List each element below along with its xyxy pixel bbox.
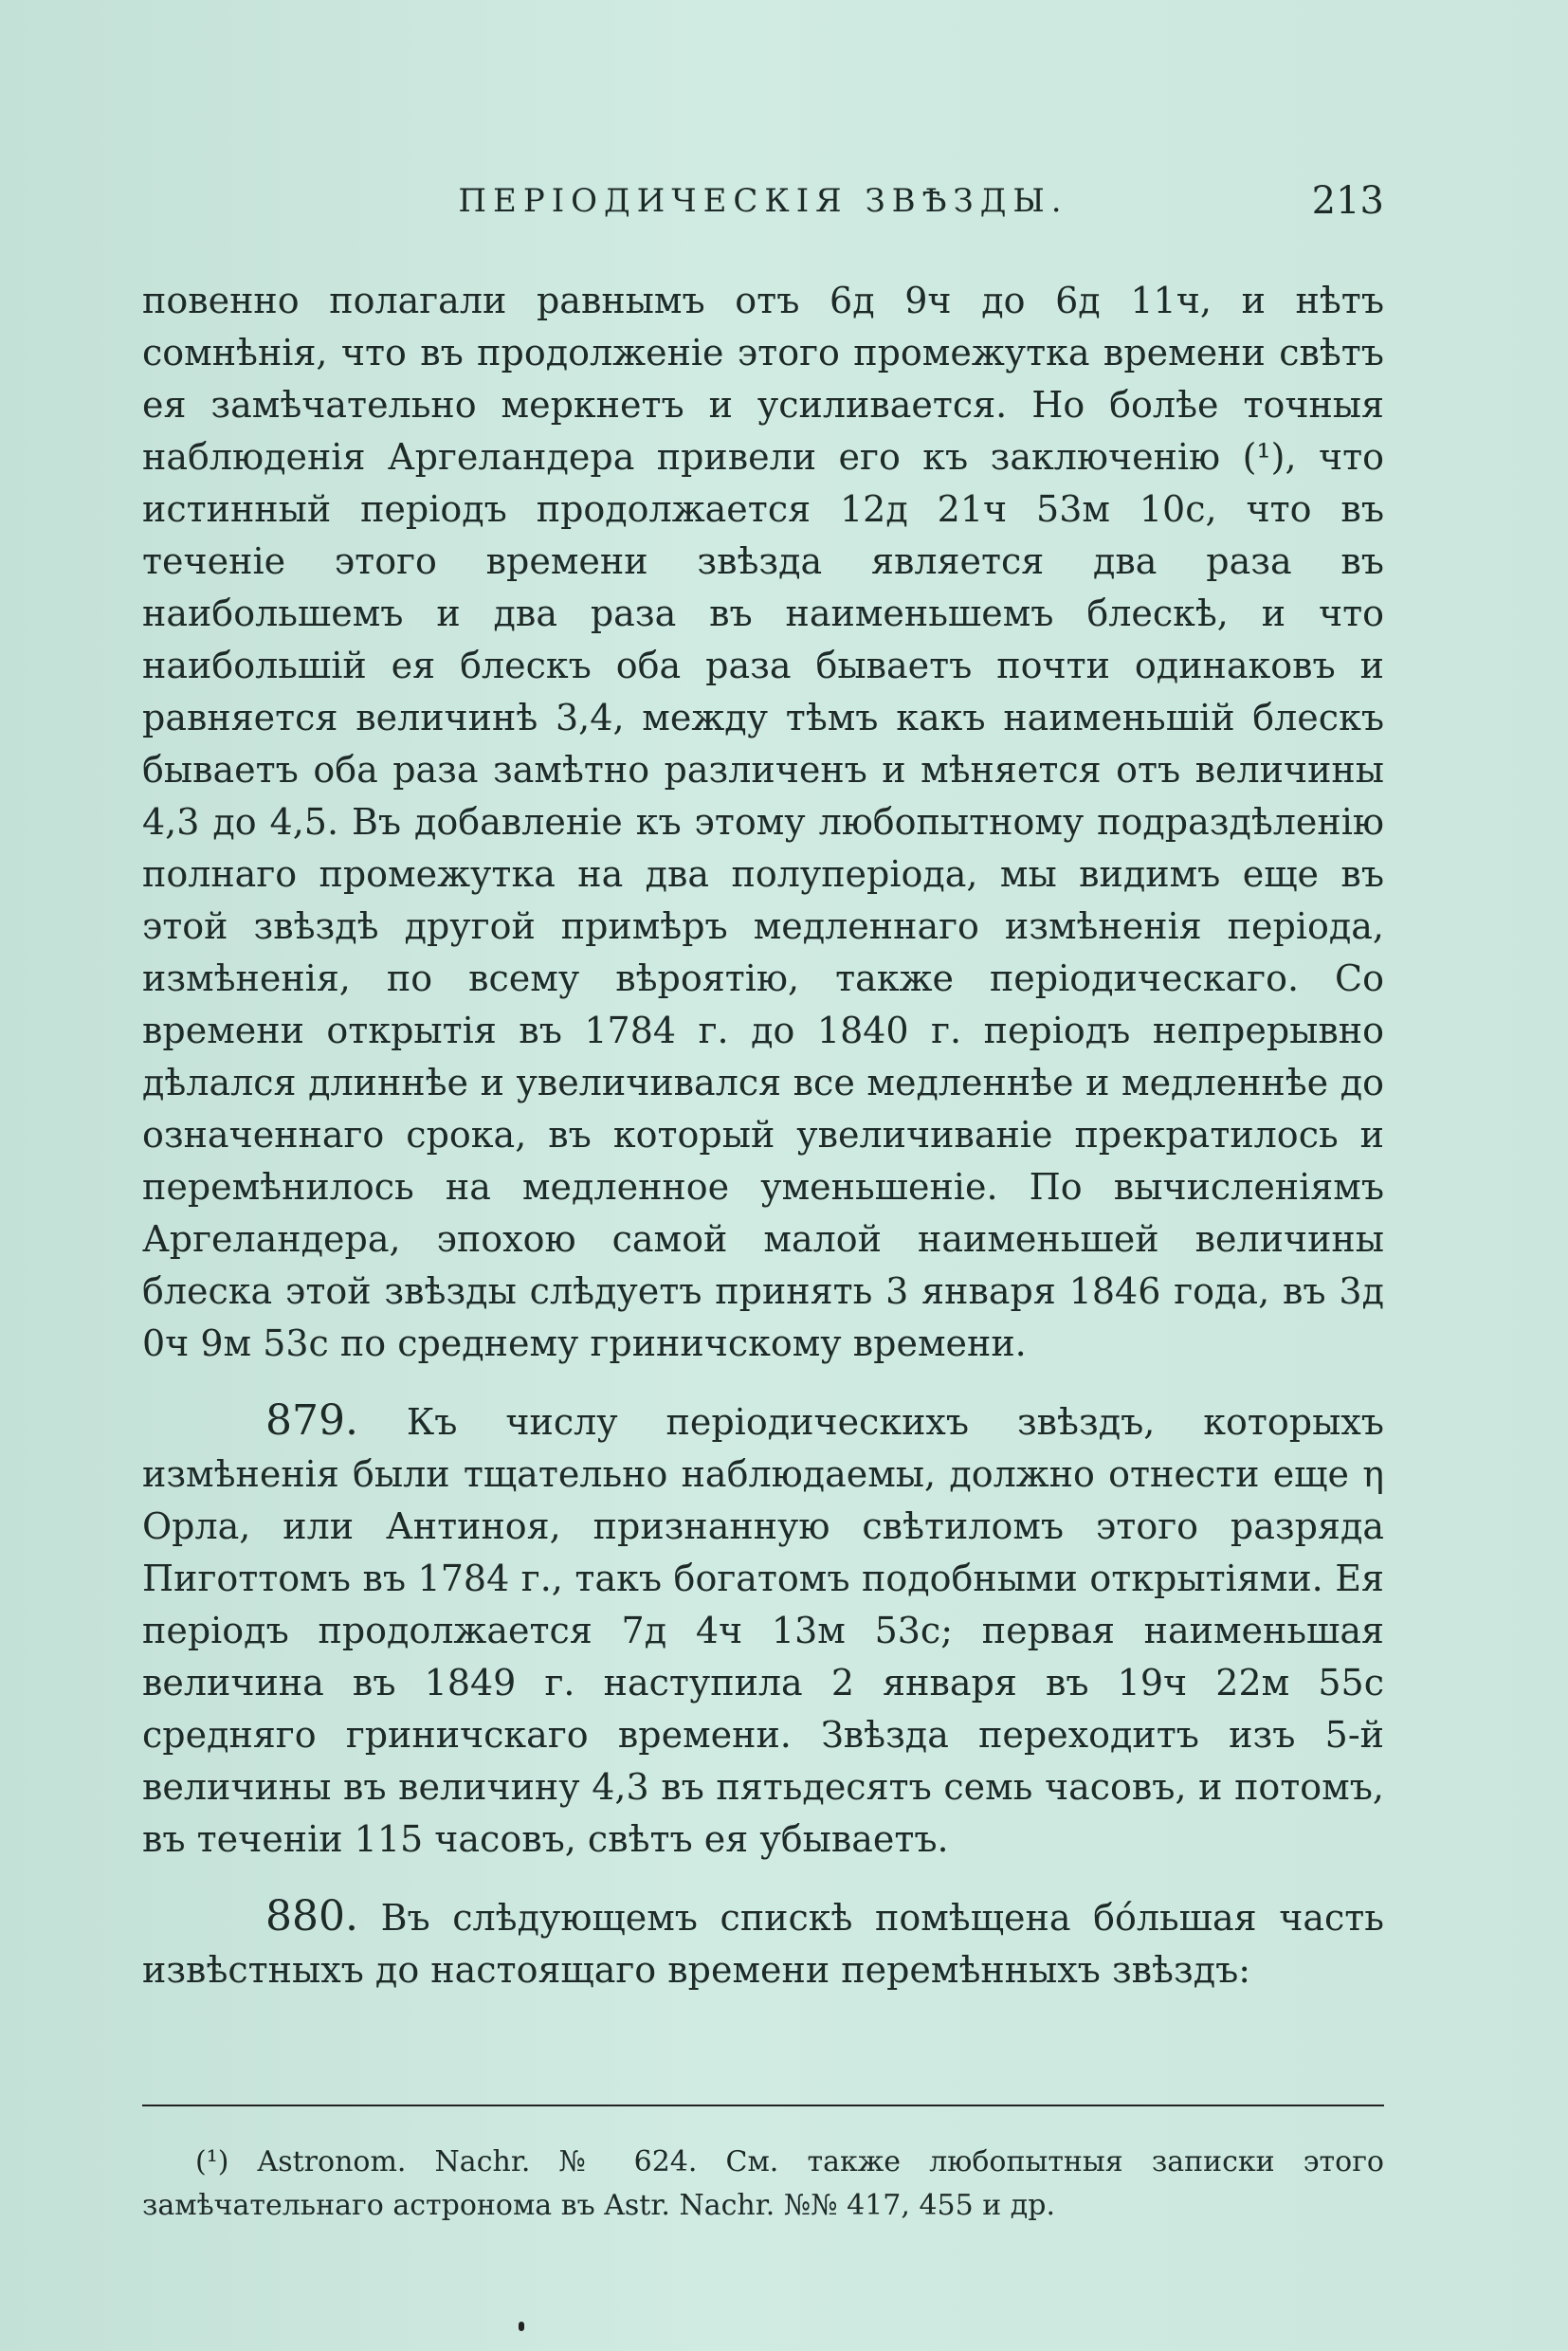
- section-number-880: 880.: [265, 1892, 358, 1941]
- footnote: (¹) Astronom. Nachr. № 624. См. также любопытныя записки этого замѣчательнаго астронома въ Astr. Nachr. №№ 417, 455 и др.: [142, 2145, 1384, 2222]
- running-head: ПЕРІОДИЧЕСКІЯ ЗВѢЗДЫ.: [458, 182, 1068, 220]
- footnote-rule: [142, 2105, 1384, 2106]
- paragraph-880-text: Въ слѣдующемъ спискѣ помѣщена бóльшая часть извѣстныхъ до настоящаго времени перемѣнныхъ звѣздъ:: [142, 1897, 1384, 1991]
- section-number-879: 879.: [265, 1396, 358, 1445]
- page-header: [142, 173, 1384, 229]
- ink-speck: [519, 2322, 524, 2331]
- paragraph-continued: повенно полагали равнымъ отъ 6д 9ч до 6д 11ч, и нѣтъ сомнѣнія, что въ продолженіе этого промежутка времени свѣтъ ея замѣчательно меркнетъ и усиливается. Но болѣе точныя наблюденія Аргеландера привели его къ заключенію (¹), что истинный періодъ продолжается 12д 21ч 53м 10с, что въ теченіе этого времени звѣзда является два раза въ наибольшемъ и два раза въ наименьшемъ блескѣ, и что наибольшій ея блескъ оба раза бываетъ почти одинаковъ и равняется величинѣ 3,4, между тѣмъ какъ наименьшій блескъ бываетъ оба раза замѣтно различенъ и мѣняется отъ величины 4,3 до 4,5. Въ добавленіе къ этому любопытному подраздѣленію полнаго промежутка на два полуперіода, мы видимъ еще въ этой звѣздѣ другой примѣръ медленнаго измѣненія періода, измѣненія, по всему вѣроятію, также періодическаго. Со времени открытія въ 1784 г. до 1840 г. періодъ непрерывно дѣлался длиннѣе и увеличивался все медленнѣе и медленнѣе до означеннаго срока, въ который увеличиваніе прекратилось и перемѣнилось на медленное уменьшеніе. По вычисленіямъ Аргеландера, эпохою самой малой наименьшей величины блеска этой звѣзды слѣдуетъ принять 3 января 1846 года, въ 3д 0ч 9м 53с по среднему гриничскому времени.: [142, 280, 1384, 1364]
- paragraph-880: [142, 1890, 1384, 1996]
- paragraph-879-text: Къ числу періодическихъ звѣздъ, которыхъ измѣненія были тщательно наблюдаемы, должно отнести еще η Орла, или Антиноя, признанную свѣтиломъ этого разряда Пиготтомъ въ 1784 г., такъ богатомъ подобными открытіями. Ея періодъ продолжается 7д 4ч 13м 53с; первая наименьшая величина въ 1849 г. наступила 2 января въ 19ч 22м 55с средняго гриничскаго времени. Звѣзда переходитъ изъ 5-й величины въ величину 4,3 въ пятьдесятъ семь часовъ, и потомъ, въ теченіи 115 часовъ, свѣтъ ея убываетъ.: [142, 1401, 1384, 1860]
- paragraph-879: [142, 1394, 1384, 1866]
- main-text: [142, 275, 1384, 1996]
- page-number: 213: [1311, 179, 1384, 223]
